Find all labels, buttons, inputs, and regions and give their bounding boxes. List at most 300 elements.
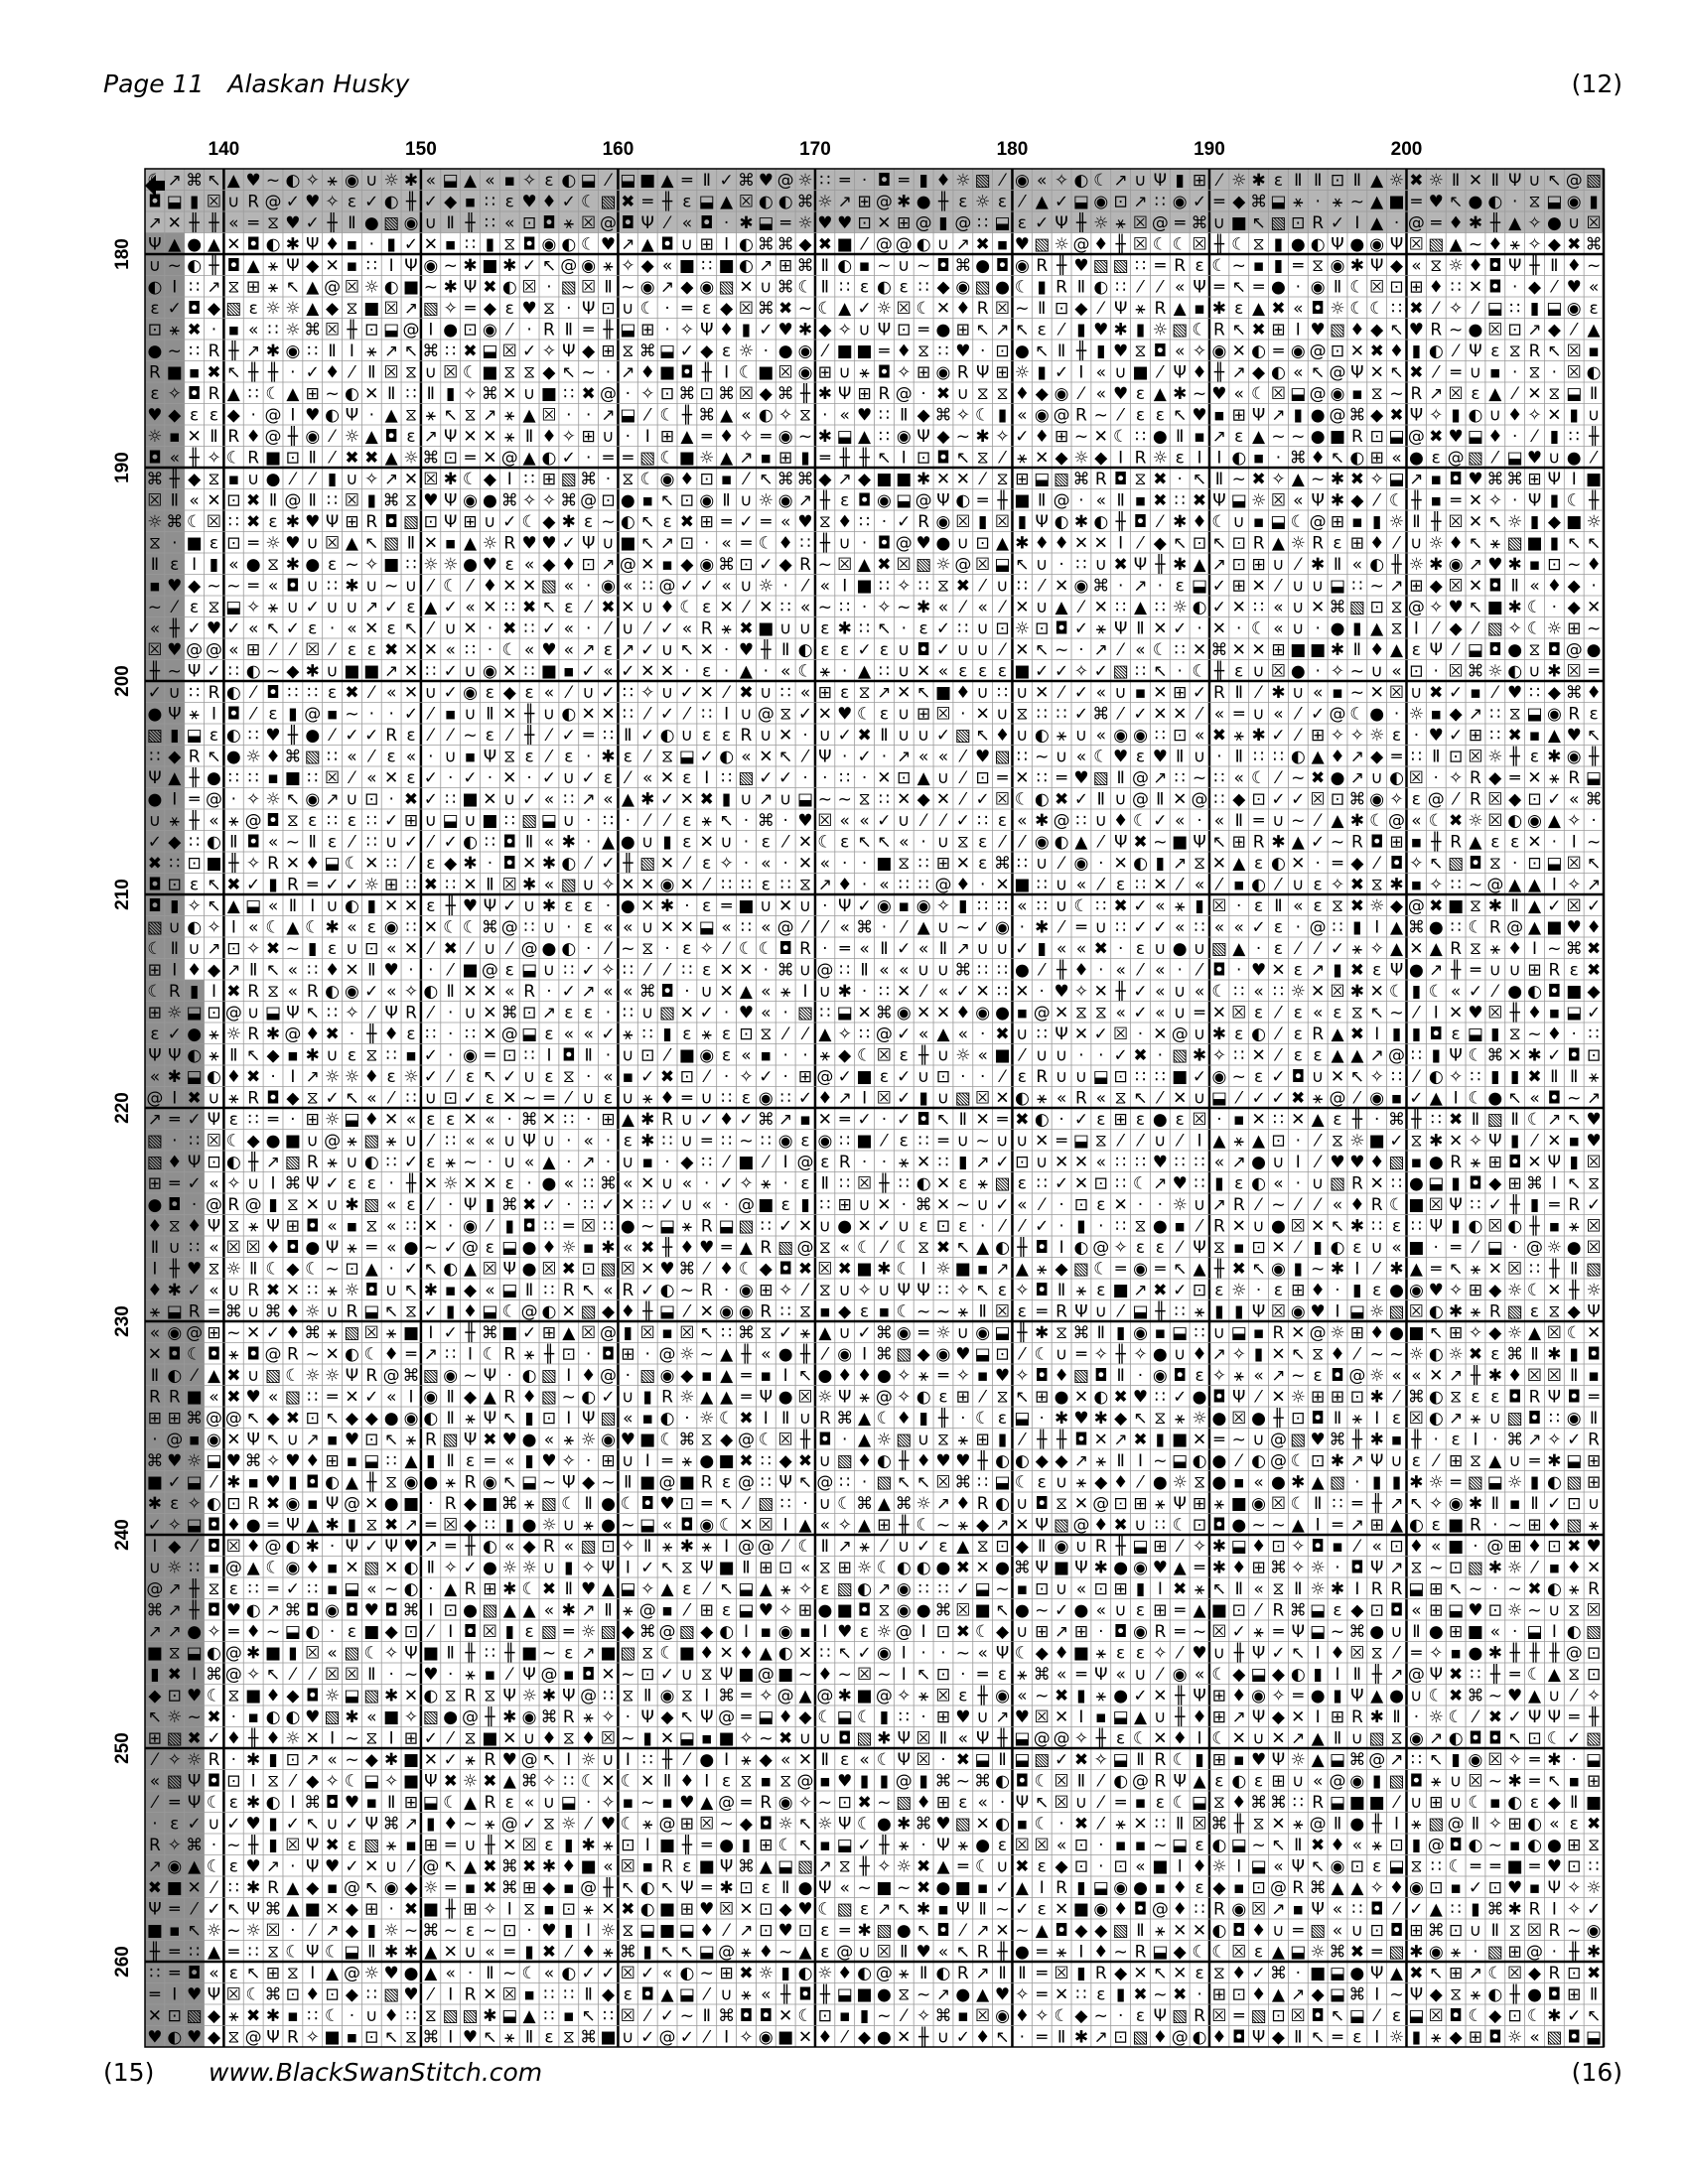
stitch-symbol: ☼ [265, 299, 280, 319]
stitch-symbol: ☒ [541, 405, 556, 425]
stitch-symbol: ⊞ [148, 1409, 162, 1429]
stitch-symbol: ◆ [680, 555, 694, 575]
stitch-symbol: ▮ [190, 192, 199, 211]
stitch-symbol: ● [621, 896, 635, 916]
stitch-symbol: ✕ [936, 1195, 950, 1215]
stitch-symbol: ε [762, 875, 771, 894]
stitch-symbol: ⬓ [482, 1301, 497, 1321]
stitch-symbol: ↗ [1114, 171, 1128, 191]
stitch-symbol: Ψ [1114, 618, 1127, 638]
stitch-symbol: ⚹ [1037, 1259, 1047, 1279]
stitch-symbol: ⊞ [759, 1281, 773, 1300]
stitch-symbol: ▪ [1470, 683, 1481, 703]
stitch-symbol: ∪ [1370, 661, 1382, 681]
stitch-symbol: ▧ [1507, 1301, 1523, 1321]
stitch-symbol: @ [521, 1301, 538, 1321]
stitch-symbol: ■ [187, 1387, 203, 1407]
stitch-symbol: ═ [169, 1110, 181, 1130]
stitch-symbol: ✕ [522, 854, 536, 874]
stitch-symbol: ☼ [325, 1067, 340, 1087]
stitch-symbol: ↗ [1370, 1045, 1384, 1065]
stitch-symbol: ▪ [1194, 427, 1205, 447]
stitch-symbol: ✕ [246, 1323, 260, 1343]
stitch-symbol: ⊞ [956, 320, 970, 340]
stitch-symbol: ∷ [839, 1173, 850, 1193]
stitch-symbol: « [761, 982, 771, 1002]
stitch-symbol: ◆ [1055, 448, 1069, 468]
stitch-symbol: ⚹ [722, 618, 732, 638]
stitch-symbol: ⊞ [1193, 1494, 1206, 1514]
stitch-symbol: ⬓ [620, 320, 635, 340]
stitch-symbol: ▲ [464, 1259, 478, 1279]
stitch-symbol: ⬓ [187, 1472, 203, 1492]
stitch-symbol: ⧖ [1529, 192, 1541, 211]
stitch-symbol: R [247, 1494, 259, 1514]
stitch-symbol: ✓ [857, 747, 871, 766]
stitch-symbol: ☼ [699, 1409, 714, 1429]
stitch-symbol: ╫ [878, 1172, 890, 1193]
stitch-symbol: ▪ [1253, 1323, 1265, 1343]
stitch-symbol: ◐ [404, 1558, 419, 1577]
stitch-symbol: ∪ [898, 811, 910, 831]
stitch-symbol: ▪ [563, 661, 575, 681]
stitch-symbol: ● [1429, 917, 1444, 937]
row-label: 240 [112, 1519, 134, 1551]
stitch-symbol: ⁄ [583, 598, 593, 617]
stitch-symbol: ♥ [1054, 982, 1068, 1002]
stitch-symbol: ⁄ [721, 1153, 731, 1172]
stitch-symbol: ↖ [542, 256, 556, 276]
stitch-symbol: ⚹ [623, 1024, 633, 1044]
stitch-symbol: Ι [921, 1259, 926, 1279]
stitch-symbol: ♥ [659, 1494, 674, 1514]
stitch-symbol: ● [522, 1238, 537, 1258]
stitch-symbol: ═ [1332, 1515, 1343, 1535]
stitch-symbol: ☾ [897, 1259, 912, 1279]
stitch-symbol: · [1098, 960, 1103, 980]
stitch-symbol: · [684, 1409, 689, 1429]
stitch-symbol: ⬓ [1389, 427, 1405, 447]
stitch-symbol: · [822, 896, 827, 916]
stitch-symbol: « [485, 1110, 494, 1130]
stitch-symbol: ✓ [444, 832, 458, 852]
stitch-symbol: · [488, 1153, 492, 1172]
stitch-symbol: ∪ [1174, 982, 1186, 1002]
stitch-symbol: ◘ [208, 1515, 220, 1535]
stitch-symbol: Ψ [1508, 171, 1521, 191]
stitch-symbol: ∪ [1252, 661, 1264, 681]
stitch-symbol: ~ [818, 789, 832, 809]
stitch-symbol: ⊡ [1094, 1173, 1108, 1193]
stitch-symbol: ∪ [563, 1515, 575, 1535]
stitch-symbol: ╫ [189, 212, 201, 233]
stitch-symbol: ε [150, 1024, 159, 1044]
stitch-symbol: ◆ [1094, 448, 1108, 468]
stitch-symbol: ⬓ [1290, 384, 1306, 404]
stitch-symbol: ✕ [207, 490, 220, 510]
stitch-symbol: ∪ [169, 917, 181, 937]
stitch-symbol: ∷ [839, 277, 850, 297]
stitch-symbol: ✓ [759, 768, 773, 788]
stitch-symbol: ⁄ [425, 832, 435, 852]
stitch-symbol: « [1096, 1088, 1106, 1108]
stitch-symbol: ✖ [1350, 875, 1364, 894]
stitch-symbol: ▲ [740, 982, 754, 1002]
stitch-symbol: ╫ [602, 319, 614, 340]
stitch-symbol: @ [600, 384, 617, 404]
stitch-symbol: ✕ [936, 1173, 950, 1193]
stitch-symbol: ∪ [582, 875, 594, 894]
stitch-symbol: ▲ [346, 533, 359, 553]
stitch-symbol: ◆ [168, 747, 182, 766]
stitch-symbol: Ⅱ [1116, 1451, 1124, 1471]
stitch-symbol: ✕ [1074, 1153, 1088, 1172]
stitch-symbol: ∪ [1508, 1451, 1520, 1471]
stitch-symbol: ♥ [1153, 1153, 1168, 1172]
stitch-symbol: ε [702, 960, 711, 980]
stitch-symbol: ◉ [1133, 1558, 1148, 1577]
stitch-symbol: ◘ [1548, 1088, 1561, 1108]
stitch-symbol: ═ [701, 427, 713, 447]
stitch-symbol: ✧ [739, 1173, 753, 1193]
stitch-symbol: ═ [543, 1088, 555, 1108]
stitch-symbol: ~ [168, 661, 182, 681]
stitch-symbol: ◐ [916, 234, 931, 254]
stitch-symbol: ✧ [1527, 405, 1541, 425]
stitch-symbol: ▧ [1566, 1515, 1582, 1535]
stitch-symbol: ✕ [1094, 598, 1108, 617]
stitch-symbol: Ⅱ [880, 939, 888, 959]
stitch-symbol: ∪ [917, 1067, 929, 1087]
stitch-symbol: ↗ [1350, 747, 1364, 766]
stitch-symbol: ✕ [463, 427, 477, 447]
stitch-symbol: Ψ [484, 1366, 496, 1386]
stitch-symbol: @ [206, 640, 222, 660]
stitch-symbol: ∷ [1391, 299, 1402, 319]
stitch-symbol: « [1234, 384, 1244, 404]
stitch-symbol: · [1098, 1045, 1103, 1065]
stitch-symbol: ♥ [739, 1003, 754, 1023]
stitch-symbol: ☒ [1409, 234, 1424, 254]
stitch-symbol: Ψ [700, 320, 713, 340]
stitch-symbol: Ⅱ [1530, 1344, 1538, 1364]
stitch-symbol: ⌘ [876, 1323, 893, 1343]
stitch-symbol: ⚹ [150, 1301, 160, 1321]
stitch-symbol: ∪ [740, 576, 752, 596]
stitch-symbol: ⊡ [995, 341, 1009, 361]
stitch-symbol: ═ [1252, 277, 1264, 297]
stitch-symbol: Ψ [1252, 405, 1265, 425]
stitch-symbol: « [1115, 1003, 1125, 1023]
stitch-symbol: ⚹ [268, 598, 278, 617]
stitch-symbol: ∷ [780, 1088, 791, 1108]
stitch-symbol: ✓ [364, 1537, 378, 1557]
stitch-symbol: ✖ [582, 384, 596, 404]
stitch-symbol: ▧ [305, 747, 321, 766]
stitch-symbol: ◆ [1370, 405, 1384, 425]
stitch-symbol: ♦ [837, 512, 852, 532]
stitch-symbol: ♥ [1409, 320, 1424, 340]
stitch-symbol: Ⅱ [722, 490, 730, 510]
stitch-symbol: ▧ [383, 213, 399, 233]
stitch-symbol: ✖ [1114, 1387, 1128, 1407]
stitch-symbol: ⚹ [268, 256, 278, 276]
stitch-symbol: ✕ [1153, 683, 1167, 703]
stitch-symbol: ~ [798, 427, 812, 447]
stitch-symbol: ✖ [1094, 939, 1108, 959]
stitch-symbol: ⌘ [422, 341, 439, 361]
stitch-symbol: ⊞ [1015, 470, 1029, 489]
stitch-symbol: ε [1392, 726, 1401, 746]
stitch-symbol: ■ [285, 1131, 301, 1151]
stitch-symbol: ◆ [1390, 256, 1404, 276]
stitch-symbol: ☼ [1073, 448, 1088, 468]
stitch-symbol: ☒ [1409, 1301, 1424, 1321]
stitch-symbol: ╫ [1213, 361, 1225, 382]
stitch-symbol: · [152, 1430, 157, 1449]
stitch-symbol: @ [324, 1131, 341, 1151]
stitch-symbol: ∪ [543, 917, 555, 937]
stitch-symbol: ✕ [345, 1387, 358, 1407]
stitch-symbol: ✧ [364, 470, 378, 489]
stitch-symbol: ✕ [1153, 1024, 1167, 1044]
stitch-symbol: ■ [1231, 1494, 1247, 1514]
stitch-symbol: ⬓ [363, 1301, 379, 1321]
stitch-symbol: ✱ [1429, 555, 1443, 575]
stitch-symbol: ◆ [464, 1494, 478, 1514]
stitch-symbol: Ι [1138, 1451, 1143, 1471]
stitch-symbol: « [1175, 341, 1185, 361]
stitch-symbol: ✧ [1429, 405, 1443, 425]
stitch-symbol: ▮ [1490, 1067, 1499, 1087]
stitch-symbol: ⁄ [1371, 854, 1381, 874]
stitch-symbol: ∷ [327, 1003, 338, 1023]
stitch-symbol: ✓ [522, 789, 536, 809]
stitch-symbol: ∷ [1155, 1515, 1166, 1535]
stitch-symbol: ▧ [363, 1195, 379, 1215]
stitch-symbol: ☒ [877, 1088, 892, 1108]
stitch-symbol: ⁄ [563, 683, 573, 703]
stitch-symbol: ☼ [521, 1558, 536, 1577]
stitch-symbol: · [1492, 1515, 1497, 1535]
stitch-symbol: Ψ [1370, 1558, 1383, 1577]
stitch-symbol: ● [1211, 1409, 1226, 1429]
stitch-symbol: ☾ [817, 832, 832, 852]
stitch-symbol: ▧ [1507, 1409, 1523, 1429]
stitch-symbol: ε [348, 640, 356, 660]
stitch-symbol: ↗ [1469, 704, 1482, 724]
stitch-symbol: ⧖ [937, 576, 949, 596]
stitch-symbol: ⬓ [1211, 1088, 1227, 1108]
stitch-symbol: Ψ [522, 1131, 535, 1151]
stitch-symbol: ✖ [1133, 1430, 1147, 1449]
stitch-symbol: ∷ [425, 1024, 436, 1044]
stitch-symbol: ■ [1014, 661, 1030, 681]
stitch-symbol: ↖ [877, 618, 891, 638]
stitch-symbol: ═ [760, 512, 772, 532]
stitch-symbol: ═ [681, 171, 693, 191]
stitch-symbol: ~ [226, 1323, 240, 1343]
stitch-symbol: ◆ [1016, 1537, 1030, 1557]
stitch-symbol: ⧖ [1410, 1131, 1422, 1151]
stitch-symbol: ● [1015, 960, 1030, 980]
stitch-symbol: ▲ [523, 405, 537, 425]
stitch-symbol: ✓ [1271, 1088, 1285, 1108]
stitch-symbol: ∷ [268, 320, 279, 340]
stitch-symbol: ◉ [601, 1430, 616, 1449]
stitch-symbol: ▪ [1213, 405, 1225, 425]
stitch-symbol: ♦ [1448, 213, 1463, 233]
stitch-symbol: ↖ [1173, 533, 1187, 553]
stitch-symbol: ◉ [1133, 1323, 1148, 1343]
stitch-symbol: ▲ [740, 661, 754, 681]
stitch-symbol: ◘ [1548, 640, 1561, 660]
stitch-symbol: ⊡ [640, 1045, 654, 1065]
stitch-symbol: ◆ [444, 192, 458, 211]
stitch-symbol: Ψ [464, 277, 477, 297]
stitch-symbol: ↖ [1311, 362, 1325, 382]
stitch-symbol: ♥ [659, 1259, 674, 1279]
stitch-symbol: ∪ [957, 1323, 969, 1343]
stitch-symbol: ⧖ [898, 854, 910, 874]
stitch-symbol: Ψ [838, 896, 851, 916]
stitch-symbol: ╫ [1115, 981, 1127, 1002]
stitch-symbol: ■ [1408, 1323, 1424, 1343]
stitch-symbol: · [782, 854, 787, 874]
stitch-symbol: ✖ [1469, 1344, 1482, 1364]
stitch-symbol: ✕ [739, 1515, 753, 1535]
stitch-symbol: ⬓ [1231, 1537, 1247, 1557]
stitch-symbol: ◉ [542, 234, 557, 254]
stitch-symbol: ⬓ [541, 811, 557, 831]
stitch-symbol: ▲ [1194, 1259, 1207, 1279]
stitch-symbol: ✓ [1271, 1067, 1285, 1087]
stitch-symbol: ∷ [741, 875, 752, 894]
stitch-symbol: ∷ [1155, 598, 1166, 617]
stitch-symbol: ✕ [976, 982, 990, 1002]
stitch-symbol: ↖ [345, 1088, 358, 1108]
stitch-symbol: · [1296, 1131, 1301, 1151]
stitch-symbol: ☼ [1507, 1281, 1522, 1300]
stitch-symbol: @ [206, 1195, 222, 1215]
stitch-symbol: Ⅱ [742, 1558, 750, 1577]
stitch-symbol: ∷ [780, 683, 791, 703]
stitch-symbol: ⬓ [187, 726, 203, 746]
stitch-symbol: ◉ [285, 341, 300, 361]
stitch-symbol: ▧ [581, 1537, 597, 1557]
stitch-symbol: ● [817, 1366, 832, 1386]
stitch-symbol: ◉ [1369, 234, 1384, 254]
stitch-symbol: ∪ [563, 768, 575, 788]
stitch-symbol: ε [1116, 875, 1125, 894]
stitch-symbol: ☼ [305, 1366, 320, 1386]
stitch-symbol: « [761, 854, 771, 874]
stitch-symbol: ● [246, 555, 261, 575]
stitch-symbol: ✖ [1429, 683, 1443, 703]
stitch-symbol: · [764, 341, 769, 361]
stitch-symbol: ✓ [1133, 917, 1147, 937]
stitch-symbol: ◘ [1311, 1537, 1324, 1557]
stitch-symbol: ⚹ [170, 811, 180, 831]
stitch-symbol: ◐ [660, 1409, 675, 1429]
stitch-symbol: · [448, 1216, 453, 1236]
stitch-symbol: ⧖ [760, 1024, 772, 1044]
stitch-symbol: ╫ [898, 1450, 910, 1471]
stitch-symbol: ♥ [265, 726, 280, 746]
stitch-symbol: « [1313, 683, 1323, 703]
stitch-symbol: ~ [916, 1301, 930, 1321]
stitch-symbol: ✓ [857, 1323, 871, 1343]
stitch-symbol: ⧖ [1194, 854, 1205, 874]
stitch-symbol: @ [659, 1344, 676, 1364]
stitch-symbol: Ψ [404, 256, 417, 276]
stitch-symbol: ∪ [425, 362, 437, 382]
stitch-symbol: ⊡ [522, 1003, 536, 1023]
stitch-symbol: ╫ [740, 1343, 752, 1364]
stitch-symbol: · [1276, 448, 1281, 468]
stitch-symbol: Ι [645, 427, 650, 447]
stitch-symbol: ⊞ [1508, 1173, 1522, 1193]
stitch-symbol: Ψ [1370, 256, 1383, 276]
stitch-symbol: R [1411, 384, 1423, 404]
stitch-symbol: ♦ [1073, 960, 1088, 980]
stitch-symbol: ε [1136, 405, 1145, 425]
stitch-symbol: ε [702, 598, 711, 617]
stitch-symbol: « [840, 1238, 850, 1258]
stitch-symbol: ═ [1430, 213, 1442, 233]
stitch-symbol: ◐ [581, 1387, 596, 1407]
stitch-symbol: ▪ [169, 427, 181, 447]
stitch-symbol: ↗ [1449, 1409, 1463, 1429]
stitch-symbol: ▪ [149, 576, 161, 596]
stitch-symbol: ▮ [1333, 960, 1341, 980]
stitch-symbol: ⚹ [1549, 768, 1559, 788]
stitch-symbol: ◆ [503, 683, 517, 703]
stitch-symbol: ∷ [721, 1131, 732, 1151]
stitch-symbol: ✓ [1074, 683, 1088, 703]
stitch-symbol: ✧ [1331, 726, 1344, 746]
stitch-symbol: ═ [740, 1387, 752, 1407]
stitch-symbol: ✓ [719, 171, 733, 191]
stitch-symbol: ◉ [975, 1323, 990, 1343]
stitch-symbol: @ [1310, 512, 1327, 532]
stitch-symbol: ⁄ [1313, 1131, 1323, 1151]
stitch-symbol: ☒ [325, 533, 340, 553]
stitch-symbol: ⊞ [1350, 533, 1364, 553]
stitch-symbol: · [1256, 1281, 1261, 1300]
stitch-symbol: ☼ [1330, 299, 1344, 319]
stitch-symbol: ✓ [226, 618, 240, 638]
stitch-symbol: ↖ [956, 1238, 970, 1258]
stitch-symbol: ═ [819, 448, 831, 468]
stitch-symbol: ✱ [1331, 490, 1344, 510]
stitch-symbol: ☾ [1133, 1173, 1148, 1193]
stitch-symbol: ☒ [1211, 896, 1226, 916]
stitch-symbol: ⬓ [1468, 640, 1483, 660]
stitch-symbol: ☒ [897, 555, 912, 575]
stitch-symbol: Ⅱ [151, 555, 159, 575]
stitch-symbol: ✓ [345, 726, 358, 746]
stitch-symbol: « [1096, 1153, 1106, 1172]
stitch-symbol: ∪ [622, 1451, 633, 1471]
stitch-symbol: ↖ [1173, 1259, 1187, 1279]
stitch-symbol: ◐ [1093, 277, 1108, 297]
stitch-symbol: ♦ [621, 1301, 635, 1321]
stitch-symbol: ✧ [897, 576, 911, 596]
stitch-symbol: · [764, 661, 769, 681]
stitch-symbol: ∪ [188, 939, 200, 959]
stitch-symbol: ☾ [1133, 811, 1148, 831]
